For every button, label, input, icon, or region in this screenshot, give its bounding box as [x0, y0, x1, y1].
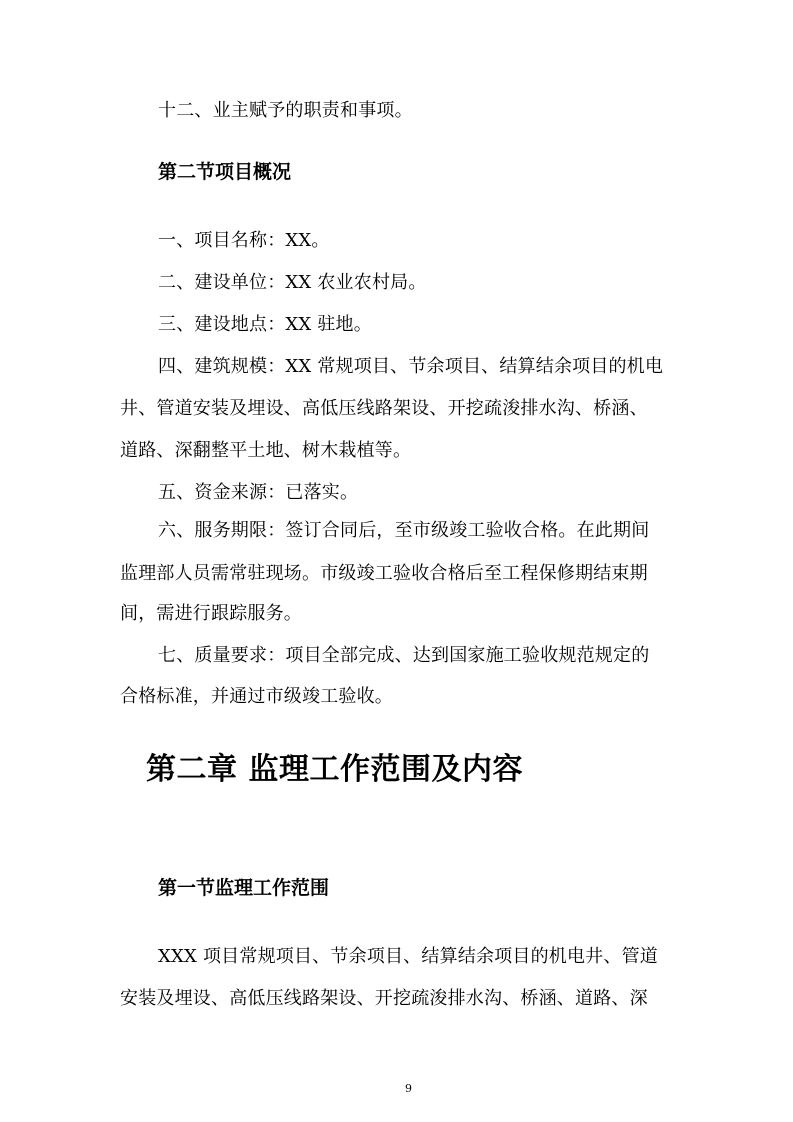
overview-item-7-line-2: 合格标准，并通过市级竣工验收。 [120, 686, 393, 707]
overview-item-6-line-2: 监理部人员需常驻现场。市级竣工验收合格后至工程保修期结束期 [120, 563, 648, 584]
section-heading-scope: 第一节监理工作范围 [158, 877, 330, 899]
overview-item-4-line-2: 井、管道安装及埋设、高低压线路架设、开挖疏浚排水沟、桥涵、 [120, 398, 648, 419]
chapter-heading-scope-and-content: 第二章 监理工作范围及内容 [146, 752, 523, 787]
overview-item-5: 五、资金来源：已落实。 [158, 482, 359, 503]
section-heading-project-overview: 第二节项目概况 [158, 161, 292, 183]
overview-item-7-line-1: 七、质量要求：项目全部完成、达到国家施工验收规范规定的 [158, 645, 650, 666]
scope-line-2: 安装及埋设、高低压线路架设、开挖疏浚排水沟、桥涵、道路、深 [120, 988, 648, 1009]
overview-item-1: 一、项目名称：XX。 [158, 230, 330, 251]
overview-item-3: 三、建设地点：XX 驻地。 [158, 314, 372, 335]
overview-item-6-line-1: 六、服务期限：签订合同后，至市级竣工验收合格。在此期间 [158, 520, 650, 541]
overview-item-4-line-1: 四、建筑规模：XX 常规项目、节余项目、结算结余项目的机电 [158, 356, 664, 377]
overview-item-2: 二、建设单位：XX 农业农村局。 [158, 272, 427, 293]
overview-item-4-line-3: 道路、深翻整平土地、树木栽植等。 [120, 440, 412, 461]
page-number: 9 [405, 1082, 412, 1095]
item-twelve: 十二、业主赋予的职责和事项。 [158, 100, 413, 121]
overview-item-6-line-3: 间，需进行跟踪服务。 [120, 603, 302, 624]
scope-line-1: XXX 项目常规项目、节余项目、结算结余项目的机电井、管道 [158, 946, 658, 967]
